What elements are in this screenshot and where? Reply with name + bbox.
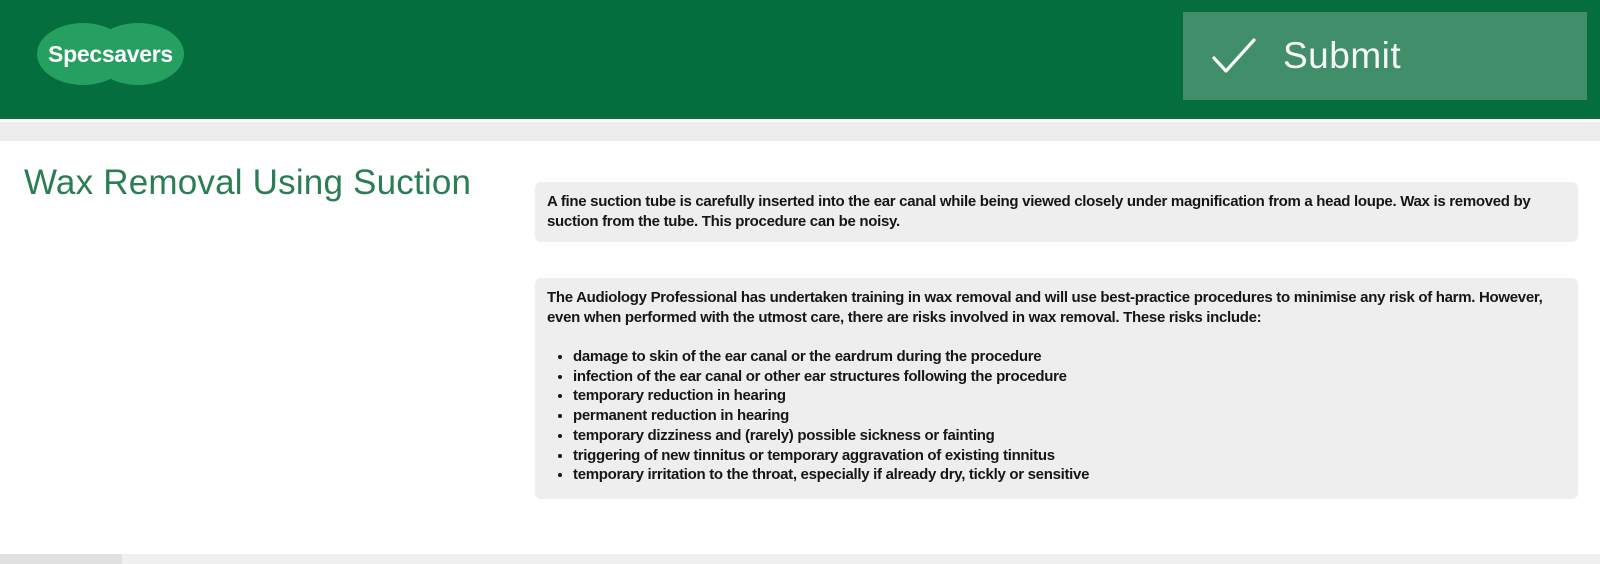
logo-text: Specsavers [48, 40, 173, 67]
horizontal-scrollbar-track[interactable] [0, 554, 1600, 564]
risks-box [535, 278, 1578, 499]
risk-item: • triggering of new tinnitus or temporary aggravation of existing tinnitus [573, 446, 1566, 466]
submit-button-label: Submit [1283, 35, 1402, 76]
risk-item: • temporary dizziness and (rarely) possible sickness or fainting [573, 426, 1566, 446]
procedure-description-text: A fine suction tube is carefully inserted into the ear canal while being viewed closely under magnification from a head loupe. Wax is removed by suction from the tube. This procedure can be noisy. [547, 193, 1531, 230]
risks-list [547, 347, 1566, 485]
horizontal-scrollbar-thumb[interactable] [0, 554, 122, 564]
risk-item: • infection of the ear canal or other ear structures following the procedure [573, 367, 1566, 387]
checkmark-icon [1211, 37, 1257, 75]
risk-item: • damage to skin of the ear canal or the eardrum during the procedure [573, 347, 1566, 367]
specsavers-logo [37, 23, 184, 85]
risk-item: • temporary irritation to the throat, especially if already dry, tickly or sensitive [573, 465, 1566, 485]
risk-item: • permanent reduction in hearing [573, 406, 1566, 426]
risk-item: • temporary reduction in hearing [573, 386, 1566, 406]
risks-intro-text: The Audiology Professional has undertaken training in wax removal and will use best-practice procedures to minimise any risk of harm. However, even when performed with the utmost care, there are risks involved in wax removal. These risks include: [547, 289, 1543, 326]
content-column [535, 182, 1578, 499]
subheader-band [0, 122, 1600, 141]
submit-button[interactable] [1183, 12, 1587, 100]
page-title: Wax Removal Using Suction [24, 163, 472, 202]
header-bar [0, 0, 1600, 119]
procedure-description-box [535, 182, 1578, 242]
